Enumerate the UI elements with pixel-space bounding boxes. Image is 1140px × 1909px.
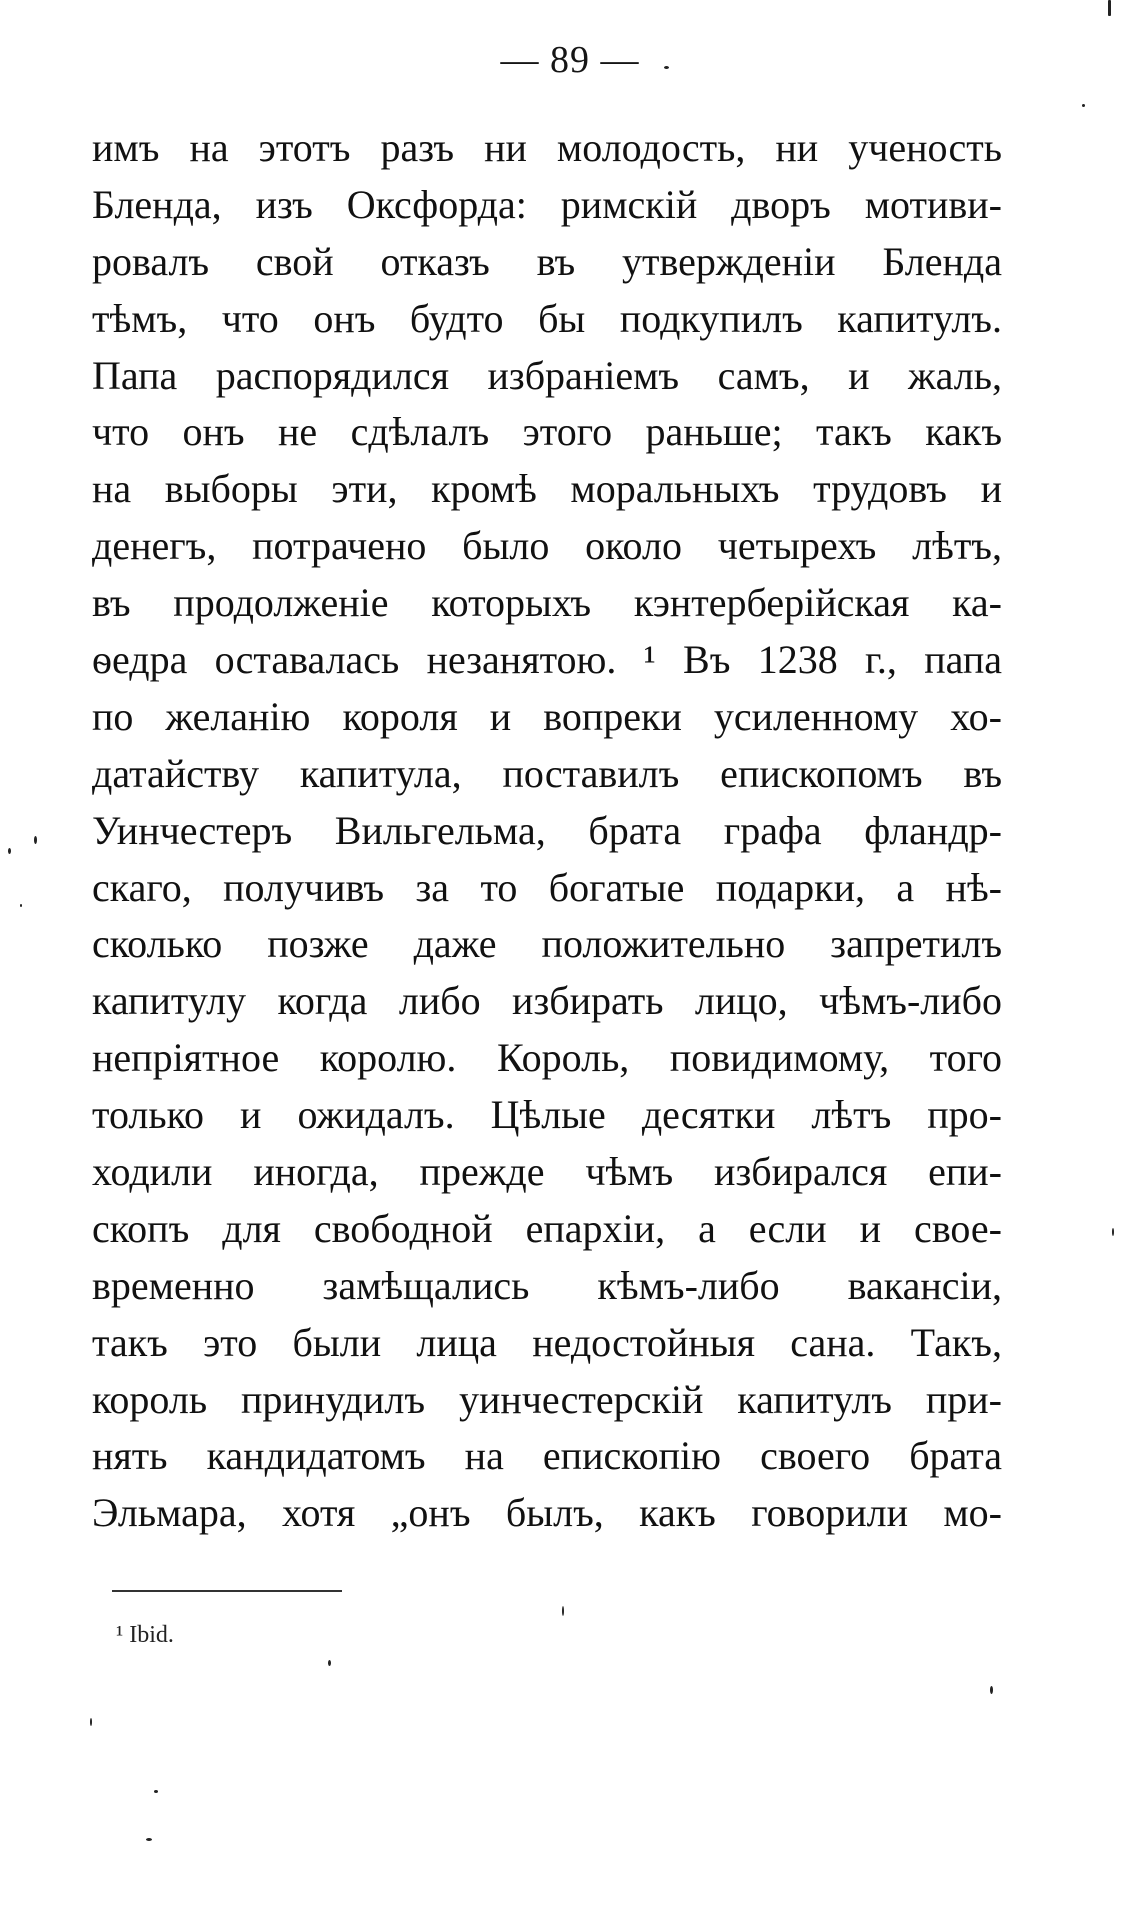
text-line: на выборы эти, кромѣ моральныхъ трудовъ и [92, 466, 1002, 512]
text-line: временно замѣщались кѣмъ-либо вакансіи, [92, 1262, 1002, 1308]
text-line: сколько позже даже положительно запретилъ [92, 921, 1002, 967]
text-line: ходили иногда, прежде чѣмъ избирался епи- [92, 1149, 1002, 1195]
text-line: имъ на этотъ разъ ни молодость, ни ученость [92, 125, 1002, 170]
text-line: ровалъ свой отказъ въ утвержденіи Бленда [92, 238, 1002, 284]
print-speck [1112, 1228, 1114, 1236]
text-line: скопъ для свободной епархіи, а если и свое- [92, 1205, 1002, 1251]
print-speck [664, 66, 669, 69]
text-line: ѳедра оставалась незанятою. ¹ Въ 1238 г., папа [92, 637, 1002, 683]
text-line: нять кандидатомъ на епископію своего брата [92, 1433, 1002, 1479]
text-line: по желанію короля и вопреки усиленному хо- [92, 693, 1002, 739]
print-speck [1082, 104, 1085, 107]
text-line: Эльмара, хотя „онъ былъ, какъ говорили мо- [92, 1490, 1002, 1536]
print-speck [20, 904, 22, 907]
page-number: — 89 — [500, 39, 640, 81]
footnote-divider [112, 1590, 342, 1592]
print-speck [990, 1686, 993, 1694]
text-line: король принудилъ уинчестерскій капитулъ при- [92, 1376, 1002, 1422]
text-line: что онъ не сдѣлалъ этого раньше; такъ какъ [92, 409, 1002, 455]
text-line: Уинчестеръ Вильгельма, брата графа фландр- [92, 807, 1002, 853]
print-speck [328, 1660, 331, 1666]
text-line: такъ это были лица недостойныя сана. Такъ, [92, 1319, 1002, 1365]
body-text [92, 120, 1002, 1542]
text-line: капитулу когда либо избирать лицо, чѣмъ-либо [92, 978, 1002, 1024]
print-speck [562, 1606, 564, 1616]
text-line: непріятное королю. Король, повидимому, того [92, 1035, 1002, 1081]
print-speck [8, 848, 11, 854]
print-speck [1108, 0, 1111, 16]
text-line: скаго, получивъ за то богатые подарки, а нѣ- [92, 864, 1002, 910]
text-line: только и ожидалъ. Цѣлые десятки лѣтъ про- [92, 1092, 1002, 1138]
print-speck [34, 836, 37, 844]
print-speck [154, 1790, 158, 1793]
text-line: въ продолженіе которыхъ кэнтерберійская ка- [92, 580, 1002, 626]
text-line: датайству капитула, поставилъ епископомъ въ [92, 750, 1002, 796]
text-line: Бленда, изъ Оксфорда: римскій дворъ мотиви- [92, 181, 1002, 227]
text-line: денегъ, потрачено было около четырехъ лѣтъ, [92, 523, 1002, 569]
print-speck [90, 1718, 92, 1726]
footnote: ¹ Ibid. [116, 1622, 174, 1648]
text-line: Папа распорядился избраніемъ самъ, и жаль, [92, 352, 1002, 398]
print-speck [146, 1838, 152, 1841]
text-line: тѣмъ, что онъ будто бы подкупилъ капитулъ. [92, 295, 1002, 341]
